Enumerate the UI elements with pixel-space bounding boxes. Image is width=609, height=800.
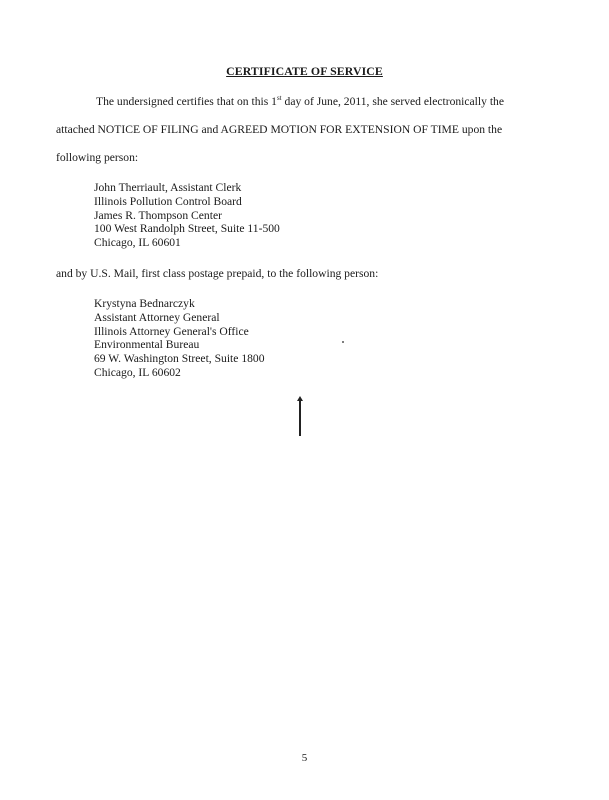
address-line: Assistant Attorney General: [94, 310, 220, 324]
address-line: Environmental Bureau: [94, 338, 200, 352]
certification-line-3: following person:: [56, 151, 139, 164]
certification-text-start: The undersigned certifies that on this 1: [96, 95, 277, 108]
mail-service-line: and by U.S. Mail, first class postage prepaid, to the following person:: [56, 267, 379, 280]
address-line: Krystyna Bednarczyk: [94, 297, 195, 310]
page-number: 5: [301, 752, 308, 764]
certification-line-1: [96, 94, 580, 108]
certification-line-2: attached NOTICE OF FILING and AGREED MOTION FOR EXTENSION OF TIME upon the: [56, 123, 503, 136]
address-line: John Therriault, Assistant Clerk: [94, 181, 242, 194]
address-line: 100 West Randolph Street, Suite 11-500: [94, 222, 280, 236]
address-line: James R. Thompson Center: [94, 208, 222, 222]
recipient-address-2: [94, 297, 265, 380]
recipient-address-1: [94, 181, 280, 250]
vertical-line-mark: [299, 398, 301, 436]
address-line: Illinois Pollution Control Board: [94, 194, 242, 208]
certification-text-end: day of June, 2011, she served electronically the: [281, 95, 504, 108]
address-line: Chicago, IL 60602: [94, 365, 181, 379]
ordinal-suffix: st: [276, 94, 282, 102]
address-line: Chicago, IL 60601: [94, 236, 181, 250]
address-line: Illinois Attorney General's Office: [94, 324, 249, 338]
address-line: 69 W. Washington Street, Suite 1800: [94, 352, 265, 366]
page-title: CERTIFICATE OF SERVICE: [226, 64, 383, 78]
stray-dot-mark: [342, 341, 344, 343]
